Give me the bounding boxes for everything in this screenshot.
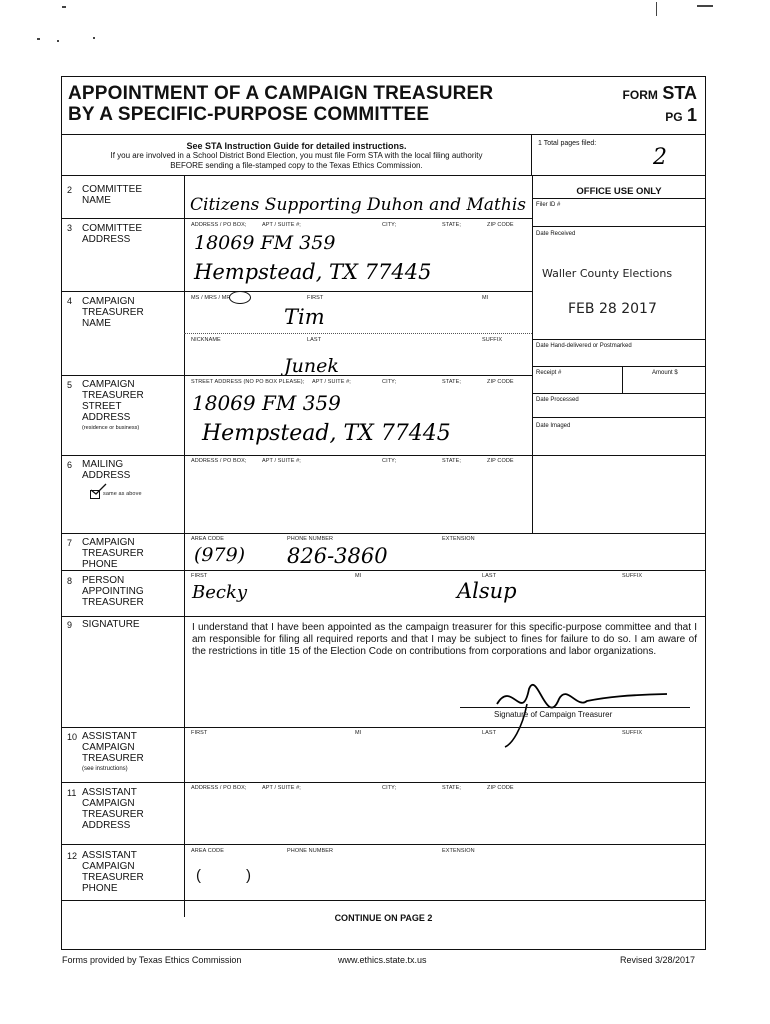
date-processed-label: Date Processed xyxy=(536,397,579,403)
continue-on-page-2: CONTINUE ON PAGE 2 xyxy=(334,913,433,923)
signature-label: Signature of Campaign Treasurer xyxy=(494,710,613,719)
treasurer-street-line1[interactable]: 18069 FM 359 xyxy=(192,391,341,415)
filer-id-label: Filer ID # xyxy=(536,202,561,208)
form-title: APPOINTMENT OF A CAMPAIGN TREASURER BY A SPECIFIC-PURPOSE COMMITTEE xyxy=(68,83,494,125)
total-pages-value: 2 xyxy=(653,145,667,170)
footer-revised: Revised 3/28/2017 xyxy=(620,955,696,965)
treasurer-phone-area[interactable]: (979) xyxy=(194,544,246,566)
treasurer-phone-number[interactable]: 826-3860 xyxy=(287,544,388,568)
form-sta-page-1: APPOINTMENT OF A CAMPAIGN TREASURER BY A SPECIFIC-PURPOSE COMMITTEE FORM STA PG 1 See STA Instruction Guide for detailed instructions. If you are involved in a School District Bond Election, you must file Form STA with the local filing authority BEFORE sending a file-stamped copy to the Texas Ethics Commission. 1 Total pages filed: 2 OFFICE USE ONLY Filer ID # Date Received Waller County Elections FEB 28 2017 Date Hand-delivered or Postmarked Receipt # Amount $ Date Processed Date Imaged 2 COMMITTEE NAME Citizens Supporting Duhon and Mathis 3 COMMITTEE ADDRESS ADDRESS / PO BOX; APT / SUITE #; CITY; STATE; ZIP CODE 18069 FM 359 Hempstead, TX 77445 4 CAMPAIGN TREASURER NAME MS / MRS / MR FIRST MI Tim NICKNAME LAST SUFFIX Junek 5 CAMPAIGN TREASURER STREET ADDRESS (residence or business) STREET ADDRESS (NO PO BOX PLEASE); APT / SUITE #; CITY; STATE; ZIP CODE 18069 FM 359 Hempstead, TX 77445 6 MAILING ADDRESS same as above ADDRESS / PO BOX; APT / SUITE #; CITY; STATE; ZIP CODE 7 CAMPAIGN TREASURER PHONE AREA CODE PHONE NUMBER EXTENSION (979) 826-3860 8 PERSON APPOINTING TREASURER FIRST MI LAST SUFFIX Becky Alsup 9 SIGNATURE I understand that I have been appointed as the campaign treasurer for this specific-purpose committee and that I am responsible for filing all required reports and that I may be subject to fines for failure to do so. I am aware of the restrictions in title 15 of the Election Code on contributions from corporations and labor organizations. Signature of Campaign Treasurer 10 ASSISTANT CAMPAIGN TREASURER (see instructions) FIRST MI LAST SUFFIX 11 ASSISTANT CAMPAIGN TREASURER ADDRESS ADDRESS / PO BOX; APT / SUITE #; CITY; STATE; ZIP CODE 12 ASSISTANT CAMPAIGN TREASURER PHONE AREA CODE PHONE NUMBER EXTENSION ( ) CONTINUE ON PAGE 2 xyxy=(61,76,706,950)
received-stamp-line1: Waller County Elections xyxy=(542,267,673,280)
assistant-phone-close-paren: ) xyxy=(246,867,251,884)
committee-name-value[interactable]: Citizens Supporting Duhon and Mathis xyxy=(190,195,526,215)
instructions: See STA Instruction Guide for detailed instructions. If you are involved in a School District Bond Election, you must file Form STA with the local filing authority BEFORE sending a file-stamped copy to the Texas Ethics Commission. xyxy=(62,135,532,175)
title-mr-circled xyxy=(229,291,251,304)
date-received-label: Date Received xyxy=(536,231,576,237)
treasurer-first-name[interactable]: Tim xyxy=(284,305,325,329)
form-id: FORM STA PG 1 xyxy=(622,83,697,125)
appointer-last-name[interactable]: Alsup xyxy=(457,579,517,603)
treasurer-last-name[interactable]: Junek xyxy=(284,355,339,377)
assistant-phone-open-paren: ( xyxy=(196,867,201,884)
amount-label: Amount $ xyxy=(652,370,678,376)
date-imaged-label: Date Imaged xyxy=(536,423,571,429)
total-pages-box: 1 Total pages filed: 2 xyxy=(538,140,667,170)
committee-address-line2[interactable]: Hempstead, TX 77445 xyxy=(194,260,432,284)
office-use-title: OFFICE USE ONLY xyxy=(576,186,662,197)
date-hand-delivered-label: Date Hand-delivered or Postmarked xyxy=(536,343,632,349)
received-stamp-date: FEB 28 2017 xyxy=(568,301,657,317)
signature-statement: I understand that I have been appointed as the campaign treasurer for this specific-purpose committee and that I am responsible for filing all required reports and that I may be subject to fines for failure to do so. I am aware of the restrictions in title 15 of the Election Code on contributions from corporations and labor organizations. xyxy=(192,622,697,657)
treasurer-signature[interactable] xyxy=(467,669,697,749)
form-header xyxy=(62,77,705,135)
treasurer-street-line2[interactable]: Hempstead, TX 77445 xyxy=(202,421,451,446)
receipt-label: Receipt # xyxy=(536,370,562,376)
appointer-first-name[interactable]: Becky xyxy=(192,582,248,603)
footer-provider: Forms provided by Texas Ethics Commission xyxy=(62,955,242,965)
committee-address-line1[interactable]: 18069 FM 359 xyxy=(194,232,336,254)
footer-website[interactable]: www.ethics.state.tx.us xyxy=(338,955,427,965)
